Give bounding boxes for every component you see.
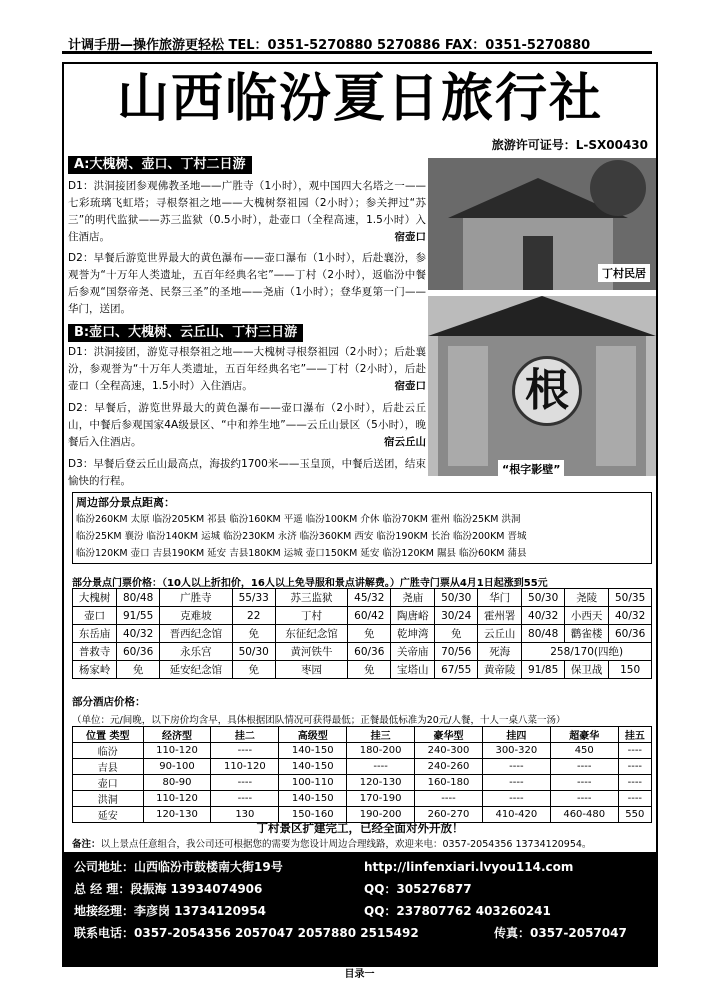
ticket-price-cell: 免: [435, 625, 478, 643]
ticket-price-cell: 70/56: [435, 643, 478, 661]
tour-a-heading: A:大槐树、壶口、丁村二日游: [68, 156, 252, 174]
contact-phone: 联系电话：0357-2054356 2057047 2057880 2515492: [74, 926, 419, 940]
hotel-price-cell: 120-130: [143, 807, 211, 823]
hotel-price-cell: 豪华型: [415, 727, 483, 743]
ticket-price-cell: 50/30: [522, 589, 565, 607]
distance-heading: 周边部分景点距离：: [76, 496, 175, 509]
ticket-price-row: [73, 607, 652, 625]
remark-text: 以上景点任意组合，我公司还可根据您的需要为您设计周边合理线路，欢迎来电：0357-2054356 13734120954。: [100, 839, 592, 850]
tour-a-day1: [68, 178, 426, 246]
hotel-price-cell: 吉县: [73, 759, 144, 775]
flyer-frame: [62, 62, 658, 967]
hotel-price-cell: 临汾: [73, 743, 144, 759]
ticket-price-cell: 60/36: [117, 643, 160, 661]
hotel-price-cell: ----: [482, 759, 550, 775]
hotel-price-cell: 130: [211, 807, 279, 823]
ticket-price-cell: 尧陵: [564, 589, 608, 607]
ticket-price-cell: 258/170(四绝): [522, 643, 652, 661]
ticket-price-cell: 死海: [478, 643, 522, 661]
ticket-price-cell: 60/36: [348, 643, 391, 661]
ticket-price-cell: 宝塔山: [391, 661, 435, 679]
hotel-price-cell: ----: [211, 791, 279, 807]
ticket-price-cell: 80/48: [522, 625, 565, 643]
ticket-price-cell: 60/42: [348, 607, 391, 625]
ticket-price-cell: 55/33: [232, 589, 275, 607]
hotel-price-row: [73, 791, 652, 807]
ticket-price-cell: 50/35: [609, 589, 652, 607]
ticket-price-cell: 40/32: [117, 625, 160, 643]
contact-block: [64, 852, 656, 965]
hotel-price-cell: ----: [618, 775, 651, 791]
hotel-price-row: [73, 727, 652, 743]
hotel-price-cell: 140-150: [279, 759, 347, 775]
hotel-price-cell: 90-100: [143, 759, 211, 775]
hotel-price-cell: 高级型: [279, 727, 347, 743]
hotel-price-cell: ----: [618, 759, 651, 775]
hotel-price-cell: 经济型: [143, 727, 211, 743]
hotel-price-cell: 180-200: [347, 743, 415, 759]
ticket-price-cell: 60/36: [609, 625, 652, 643]
hotel-price-cell: 140-150: [279, 743, 347, 759]
ticket-price-table: [72, 588, 652, 679]
tour-b-heading: B:壶口、大槐树、云丘山、丁村三日游: [68, 324, 303, 342]
hotel-price-cell: ----: [482, 775, 550, 791]
hotel-price-cell: 挂五: [618, 727, 651, 743]
distance-box: [72, 492, 652, 564]
ticket-price-cell: 小西天: [564, 607, 608, 625]
tour-a-day1-text: D1：洪洞接团参观佛教圣地——广胜寺（1小时），观中国四大名塔之一——七彩琉璃飞虹塔；寻根祭祖之地——大槐树祭祖园（2小时）；参关押过“苏三”的明代监狱——苏三监狱（0.5小时），赴壶口（全程高速，1.5小时）入住酒店。: [68, 180, 426, 243]
ticket-price-cell: 免: [117, 661, 160, 679]
ticket-price-cell: 80/48: [117, 589, 160, 607]
hotel-price-cell: ----: [618, 743, 651, 759]
ticket-price-row: [73, 661, 652, 679]
ticket-price-cell: 40/32: [609, 607, 652, 625]
distance-row: 临汾25KM 襄汾 临汾140KM 运城 临汾230KM 永济 临汾360KM 西安 临汾190KM 长治 临汾200KM 晋城: [76, 531, 527, 542]
hotel-price-cell: 190-200: [347, 807, 415, 823]
hotel-price-cell: 延安: [73, 807, 144, 823]
hotel-price-cell: ----: [211, 775, 279, 791]
ticket-price-cell: 华门: [478, 589, 522, 607]
tour-b-day2-stay: 宿云丘山: [384, 436, 426, 448]
hotel-price-cell: 挂三: [347, 727, 415, 743]
dingcun-news: 丁村景区扩建完工，已经全面对外开放！: [256, 821, 464, 835]
hotel-price-cell: 450: [550, 743, 618, 759]
ticket-price-cell: 陶唐峪: [391, 607, 435, 625]
hotel-price-cell: 140-150: [279, 791, 347, 807]
hotel-price-row: [73, 775, 652, 791]
distance-row: 临汾120KM 壶口 吉县190KM 延安 吉县180KM 运城 壶口150KM 延安 临汾120KM 隰县 临汾60KM 蒲县: [76, 548, 527, 559]
hotel-price-cell: 260-270: [415, 807, 483, 823]
ticket-price-cell: 晋西纪念馆: [159, 625, 232, 643]
hotel-price-cell: 240-300: [415, 743, 483, 759]
hotel-price-cell: 位置 类型: [73, 727, 144, 743]
ticket-price-cell: 40/32: [522, 607, 565, 625]
tour-b-day1: [68, 344, 426, 395]
hotel-price-row: [73, 759, 652, 775]
hotel-price-table: [72, 726, 652, 823]
distance-row: 临汾260KM 太原 临汾205KM 祁县 临汾160KM 平遥 临汾100KM 介休 临汾70KM 霍州 临汾25KM 洪洞: [76, 514, 521, 525]
hotel-price-cell: ----: [550, 759, 618, 775]
hotel-price-cell: 460-480: [550, 807, 618, 823]
ticket-price-cell: 克难坡: [159, 607, 232, 625]
ticket-price-cell: 永乐宫: [159, 643, 232, 661]
ticket-price-row: [73, 643, 652, 661]
hotel-price-cell: 洪洞: [73, 791, 144, 807]
hotel-price-cell: 超豪华: [550, 727, 618, 743]
hotel-price-cell: 120-130: [347, 775, 415, 791]
hotel-price-cell: ----: [211, 743, 279, 759]
hotel-price-cell: ----: [347, 759, 415, 775]
ticket-price-cell: 22: [232, 607, 275, 625]
ticket-price-cell: 免: [348, 625, 391, 643]
tour-b-day2: [68, 400, 426, 451]
general-manager: 总 经 理：段振海 13934074906: [74, 882, 263, 896]
ticket-price-cell: 关帝庙: [391, 643, 435, 661]
ticket-price-cell: 云丘山: [478, 625, 522, 643]
hotel-price-cell: 160-180: [415, 775, 483, 791]
tour-b-day2-text: D2：早餐后，游览世界最大的黄色瀑布——壶口瀑布（2小时），后赴云丘山，中餐后参观国家4A级景区、“中和养生地”——云丘山景区（5小时），晚餐后入住酒店。: [68, 402, 426, 448]
hotel-price-cell: ----: [550, 775, 618, 791]
hotel-price-row: [73, 743, 652, 759]
ticket-price-cell: 黄帝陵: [478, 661, 522, 679]
ticket-price-cell: 东征纪念馆: [275, 625, 348, 643]
hotel-price-cell: 170-190: [347, 791, 415, 807]
ticket-price-cell: 50/30: [435, 589, 478, 607]
qq-number-1: QQ：305276877: [364, 882, 472, 896]
ticket-price-cell: 霍州署: [478, 607, 522, 625]
company-address: 公司地址：山西临汾市鼓楼南大街19号: [74, 860, 283, 874]
ticket-price-cell: 乾坤湾: [391, 625, 435, 643]
ticket-price-cell: 免: [232, 625, 275, 643]
ticket-price-cell: 东岳庙: [73, 625, 117, 643]
tour-a-day1-stay: 宿壶口: [394, 231, 426, 243]
ticket-price-cell: 普救寺: [73, 643, 117, 661]
photo-caption-gen-wall: “根字影壁”: [498, 460, 564, 476]
gen-wall-photo: [428, 296, 656, 476]
tour-b-day3: D3：早餐后登云丘山最高点，海拔约1700米——玉皇顶，中餐后送团，结束愉快的行程。: [68, 458, 426, 487]
tour-b-day1-text: D1：洪洞接团，游览寻根祭祖之地——大槐树寻根祭祖园（2小时）；后赴襄汾，参观誉为“十万年人类遗址，五百年经典名宅”——丁村（2小时），后赴壶口（全程高速，1.5小时）入住酒店。: [68, 346, 426, 392]
agency-title: 山西临汾夏日旅行社: [116, 68, 603, 129]
ticket-price-cell: 免: [348, 661, 391, 679]
dingcun-house-photo: [428, 158, 656, 290]
hotel-price-note: （单位：元/间晚，以下房价均含早，具体根据团队情况可获得最低；正餐最低标准为20元/人餐，十人一桌八菜一汤）: [72, 715, 566, 726]
hotel-price-heading: 部分酒店价格：: [72, 696, 146, 708]
ticket-price-cell: 免: [232, 661, 275, 679]
ticket-price-cell: 67/55: [435, 661, 478, 679]
ticket-price-cell: 丁村: [275, 607, 348, 625]
ticket-price-note: 部分景点门票价格：（10人以上折扣价，16人以上免导服和景点讲解费。）广胜寺门票从4月1日起涨到55元: [72, 578, 548, 589]
ticket-price-cell: 枣园: [275, 661, 348, 679]
qq-number-2: QQ：237807762 403260241: [364, 904, 551, 918]
header-contact-line: 计调手册—操作旅游更轻松 TEL：0351-5270880 5270886 FAX：0351-5270880: [62, 34, 652, 54]
permit-number: 旅游许可证号：L-SX00430: [491, 138, 648, 152]
remark-label: 备注：: [72, 839, 101, 850]
ticket-price-cell: 苏三监狱: [275, 589, 348, 607]
ticket-price-cell: 大槐树: [73, 589, 117, 607]
hotel-price-cell: 240-260: [415, 759, 483, 775]
ticket-price-cell: 91/85: [522, 661, 565, 679]
fax-number: 传真：0357-2057047: [494, 926, 627, 940]
hotel-price-cell: 80-90: [143, 775, 211, 791]
hotel-price-cell: 100-110: [279, 775, 347, 791]
hotel-price-cell: 300-320: [482, 743, 550, 759]
remark-line: [72, 836, 591, 850]
ticket-price-cell: 延安纪念馆: [159, 661, 232, 679]
ticket-price-cell: 壶口: [73, 607, 117, 625]
hotel-price-cell: ----: [618, 791, 651, 807]
hotel-price-cell: ----: [482, 791, 550, 807]
tour-a-day2: D2：早餐后游览世界最大的黄色瀑布——壶口瀑布（1小时），后赴襄汾，参观誉为“十万年人类遗址，五百年经典名宅”——丁村（2小时），返临汾中餐后参观“国祭帝尧、民祭三圣”的圣地——尧庙（1小时）；登华夏第一门——华门，送团。: [68, 252, 426, 315]
tour-b-day1-stay: 宿壶口: [394, 380, 426, 392]
ticket-price-row: [73, 625, 652, 643]
ticket-price-cell: 保卫战: [564, 661, 608, 679]
hotel-price-cell: 150-160: [279, 807, 347, 823]
website-url[interactable]: http://linfenxiari.lvyou114.com: [364, 860, 574, 874]
hotel-price-cell: 110-120: [143, 791, 211, 807]
hotel-price-cell: 挂二: [211, 727, 279, 743]
hotel-price-cell: 壶口: [73, 775, 144, 791]
hotel-price-cell: 410-420: [482, 807, 550, 823]
ticket-price-cell: 30/24: [435, 607, 478, 625]
ticket-price-cell: 91/55: [117, 607, 160, 625]
hotel-price-cell: 110-120: [211, 759, 279, 775]
ground-manager: 地接经理：李彦岗 13734120954: [74, 904, 267, 918]
ticket-price-row: [73, 589, 652, 607]
ticket-price-cell: 150: [609, 661, 652, 679]
ticket-price-cell: 广胜寺: [159, 589, 232, 607]
ticket-price-cell: 50/30: [232, 643, 275, 661]
ticket-price-cell: 尧庙: [391, 589, 435, 607]
ticket-price-cell: 杨家岭: [73, 661, 117, 679]
gen-character-plaque: 根: [512, 356, 582, 426]
page-footer: 目录一: [344, 969, 375, 980]
hotel-price-cell: ----: [415, 791, 483, 807]
hotel-price-cell: ----: [550, 791, 618, 807]
hotel-price-cell: 550: [618, 807, 651, 823]
hotel-price-cell: 挂四: [482, 727, 550, 743]
ticket-price-cell: 45/32: [348, 589, 391, 607]
hotel-price-cell: 110-120: [143, 743, 211, 759]
ticket-price-cell: 黄河铁牛: [275, 643, 348, 661]
photo-caption-dingcun: 丁村民居: [598, 264, 650, 282]
ticket-price-cell: 鹳雀楼: [564, 625, 608, 643]
